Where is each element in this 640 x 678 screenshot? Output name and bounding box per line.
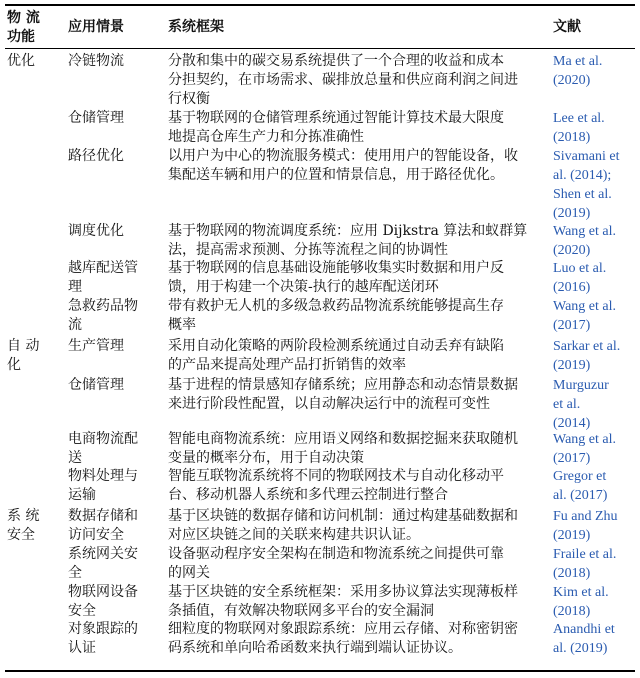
framework-cell-line: 带有救护无人机的多级急救药品物流系统能够提高生存 [168, 298, 504, 314]
reference-cell-line: Gregor et [553, 469, 607, 484]
reference-cell-line: (2018) [553, 566, 591, 581]
reference-cell [553, 337, 638, 375]
framework-cell-line: 基于进程的情景感知存储系统；应用静态和动态情景数据 [168, 377, 518, 393]
framework-cell-line: 以用户为中心的物流服务模式：使用用户的智能设备，收 [168, 148, 518, 164]
reference-cell [553, 583, 638, 621]
reference-cell [553, 52, 638, 90]
reference-cell [553, 620, 638, 658]
scenario-cell-line: 仓储管理 [68, 377, 124, 393]
header-reference: 文献 [553, 19, 581, 35]
framework-cell [168, 583, 548, 621]
reference-cell-line: Wang et al. [553, 224, 617, 239]
top-rule [5, 4, 635, 6]
framework-cell-line: 地提高仓库生产力和分拣准确性 [168, 129, 364, 145]
framework-cell-line: 细粒度的物联网对象跟踪系统：应用云存储、对称密钥密 [168, 621, 518, 637]
reference-cell-line: (2020) [553, 243, 591, 258]
scenario-cell-line: 冷链物流 [68, 53, 124, 69]
scenario-cell-line: 路径优化 [68, 148, 124, 164]
scenario-cell-line: 数据存储和 [68, 508, 138, 524]
scenario-cell [68, 337, 164, 356]
framework-cell [168, 430, 548, 468]
reference-cell [553, 109, 638, 147]
framework-cell [168, 545, 548, 583]
scenario-cell [68, 545, 164, 583]
scenario-cell [68, 259, 164, 297]
framework-cell [168, 337, 548, 375]
framework-cell [168, 297, 548, 335]
group-label-automation: 自 动 化 [7, 338, 40, 373]
framework-cell [168, 222, 548, 260]
reference-cell-line: (2018) [553, 604, 591, 619]
reference-cell-line: Fraile et al. [553, 547, 617, 562]
framework-cell [168, 147, 548, 185]
reference-cell-line: Murguzur [553, 378, 609, 393]
reference-cell-line: (2017) [553, 451, 591, 466]
reference-cell-line: Luo et al. [553, 261, 607, 276]
reference-cell-line: (2020) [553, 73, 591, 88]
framework-cell [168, 376, 548, 414]
scenario-cell [68, 147, 164, 166]
scenario-cell-line: 送 [68, 450, 82, 466]
reference-cell-line: Lee et al. [553, 111, 605, 126]
scenario-cell-line: 仓储管理 [68, 110, 124, 126]
scenario-cell-line: 运输 [68, 487, 96, 503]
scenario-cell-line: 调度优化 [68, 223, 124, 239]
framework-cell-line: 基于物联网的仓储管理系统通过智能计算技术最大限度 [168, 110, 504, 126]
reference-cell-line: Wang et al. [553, 432, 617, 447]
scenario-cell-line: 生产管理 [68, 338, 124, 354]
framework-cell-line: 智能互联物流系统将不同的物联网技术与自动化移动平 [168, 468, 504, 484]
reference-cell [553, 430, 638, 468]
reference-cell-line: (2019) [553, 528, 591, 543]
framework-cell [168, 620, 548, 658]
reference-cell-line: (2018) [553, 130, 591, 145]
reference-cell-line: (2019) [553, 358, 591, 373]
scenario-cell-line: 安全 [68, 603, 96, 619]
framework-cell [168, 259, 548, 297]
scenario-cell [68, 297, 164, 335]
reference-cell-line: (2019) [553, 206, 591, 221]
scenario-cell-line: 物联网设备 [68, 584, 138, 600]
reference-cell [553, 507, 638, 545]
reference-cell [553, 376, 638, 433]
reference-cell-line: al. (2019) [553, 641, 608, 656]
scenario-cell-line: 访问安全 [68, 527, 124, 543]
scenario-cell [68, 507, 164, 545]
reference-cell-line: al. (2014); [553, 168, 612, 183]
framework-cell-line: 基于物联网的信息基础设施能够收集实时数据和用户反 [168, 260, 504, 276]
reference-cell [553, 297, 638, 335]
reference-cell-line: (2017) [553, 318, 591, 333]
framework-cell [168, 507, 548, 545]
reference-cell-line: Shen et al. [553, 187, 612, 202]
framework-cell-line: 设备驱动程序安全架构在制造和物流系统之间提供可靠 [168, 546, 504, 562]
header-function: 物 流 功能 [7, 10, 40, 45]
scenario-cell [68, 109, 164, 128]
reference-cell [553, 222, 638, 260]
framework-cell-line: 码系统和单向哈希函数来执行端到端认证协议。 [168, 640, 462, 656]
reference-cell-line: Fu and Zhu [553, 509, 618, 524]
framework-cell-line: 馈，用于构建一个决策-执行的越库配送闭环 [168, 279, 439, 295]
scenario-cell [68, 52, 164, 71]
scenario-cell-line: 系统网关安 [68, 546, 138, 562]
reference-cell [553, 147, 638, 223]
framework-cell-line: 分担契约，在市场需求、碳排放总量和供应商利润之间进 [168, 72, 518, 88]
group-label-security: 系 统 安全 [7, 508, 40, 543]
scenario-cell [68, 376, 164, 395]
scenario-cell [68, 430, 164, 468]
framework-cell-line: 行权衡 [168, 91, 210, 107]
reference-cell-line: (2016) [553, 280, 591, 295]
header-rule [5, 48, 635, 49]
framework-cell-line: 智能电商物流系统：应用语义网络和数据挖掘来获取随机 [168, 431, 518, 447]
scenario-cell [68, 222, 164, 241]
reference-cell-line: Anandhi et [553, 622, 615, 637]
framework-cell-line: 基于物联网的物流调度系统：应用 Dijkstra 算法和蚁群算 [168, 223, 528, 239]
framework-cell-line: 对应区块链之间的关联来构建共识认证。 [168, 527, 420, 543]
scenario-cell-line: 全 [68, 565, 82, 581]
reference-cell-line: al. (2017) [553, 488, 608, 503]
group-label-optimization: 优化 [7, 53, 35, 69]
scenario-cell-line: 电商物流配 [68, 431, 138, 447]
framework-cell [168, 52, 548, 109]
scenario-cell-line: 认证 [68, 640, 96, 656]
framework-cell-line: 的产品来提高处理产品打折销售的效率 [168, 357, 406, 373]
scenario-cell-line: 对象跟踪的 [68, 621, 138, 637]
framework-cell-line: 法，提高需求预测、分拣等流程之间的协调性 [168, 242, 448, 258]
reference-cell-line: Kim et al. [553, 585, 609, 600]
scenario-cell-line: 物料处理与 [68, 468, 138, 484]
reference-cell-line: et al. [553, 397, 581, 412]
scenario-cell [68, 583, 164, 621]
scenario-cell-line: 理 [68, 279, 82, 295]
framework-cell-line: 来进行阶段性配置，以自动解决运行中的流程可变性 [168, 396, 490, 412]
framework-cell [168, 467, 548, 505]
bottom-rule [5, 670, 635, 672]
framework-cell-line: 采用自动化策略的两阶段检测系统通过自动丢弃有缺陷 [168, 338, 504, 354]
reference-cell [553, 467, 638, 505]
framework-cell-line: 基于区块链的数据存储和访问机制：通过构建基础数据和 [168, 508, 518, 524]
reference-cell-line: Ma et al. [553, 54, 603, 69]
scenario-cell [68, 467, 164, 505]
framework-cell-line: 概率 [168, 317, 196, 333]
reference-cell-line: Sarkar et al. [553, 339, 621, 354]
scenario-cell-line: 越库配送管 [68, 260, 138, 276]
header-scenario: 应用情景 [68, 19, 124, 35]
framework-cell-line: 集配送车辆和用户的位置和情景信息，用于路径优化。 [168, 167, 504, 183]
framework-cell-line: 变量的概率分布，用于自动决策 [168, 450, 364, 466]
framework-cell-line: 分散和集中的碳交易系统提供了一个合理的收益和成本 [168, 53, 504, 69]
reference-cell [553, 545, 638, 583]
header-framework: 系统框架 [168, 19, 224, 35]
reference-cell [553, 259, 638, 297]
framework-cell [168, 109, 548, 147]
framework-cell-line: 基于区块链的安全系统框架：采用多协议算法实现薄板样 [168, 584, 518, 600]
scenario-cell [68, 620, 164, 658]
framework-cell-line: 条插值，有效解决物联网多平台的安全漏洞 [168, 603, 434, 619]
scenario-cell-line: 急救药品物 [68, 298, 138, 314]
reference-cell-line: (2014) [553, 416, 591, 431]
framework-cell-line: 台、移动机器人系统和多代理云控制进行整合 [168, 487, 448, 503]
reference-cell-line: Sivamani et [553, 149, 620, 164]
framework-cell-line: 的网关 [168, 565, 210, 581]
scenario-cell-line: 流 [68, 317, 82, 333]
reference-cell-line: Wang et al. [553, 299, 617, 314]
